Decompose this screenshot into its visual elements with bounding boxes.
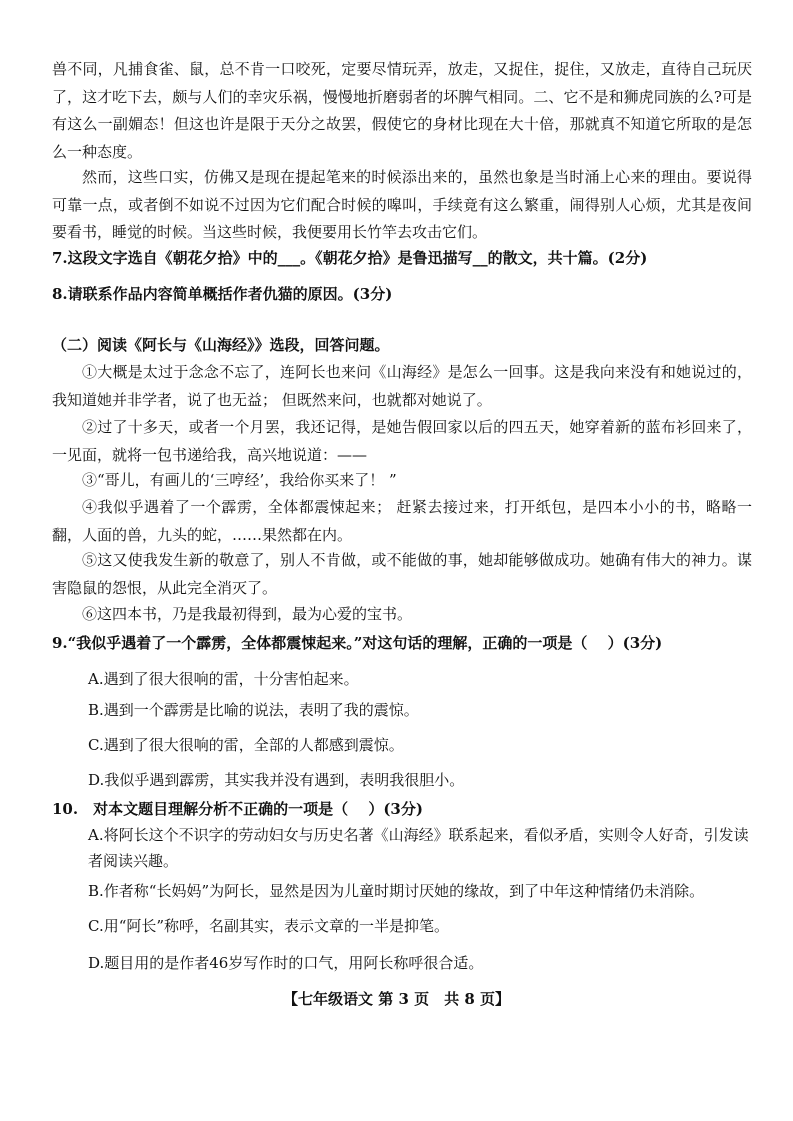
question-7: 7.这段文字选自《朝花夕拾》中的___。《朝花夕拾》是鲁迅描写__的散文，共十篇。(2分) — [52, 249, 648, 267]
question-9: 9.“我似乎遇着了一个霹雳，全体都震悚起来。”对这句话的理解，正确的一项是（ ）(3分) — [52, 634, 663, 652]
question-9-option-a: A.遇到了很大很响的雷，十分害怕起来。 — [88, 670, 359, 688]
question-10: 10. 对本文题目理解分析不正确的一项是（ ）(3分) — [52, 800, 423, 818]
section-heading: （二）阅读《阿长与《山海经》》选段，回答问题。 — [52, 336, 390, 354]
passage-paragraph: 然而，这些口实，仿佛又是现在提起笔来的时候添出来的，虽然也象是当时涌上心来的理由。要说得可靠一点，或者倒不如说不过因为它们配合时候的嗥叫，手续竟有这么繁重，闹得别人心烦，尤其是夜间要看书，睡觉的时候。当这些时候，我便要用长竹竿去攻击它们。 — [52, 168, 752, 241]
question-10-option-d: D.题目用的是作者46岁写作时的口气，用阿长称呼很合适。 — [88, 954, 484, 972]
page-footer: 【七年级语文 第 3 页 共 8 页】 — [283, 990, 510, 1008]
passage-paragraph: 兽不同，凡捕食雀、鼠，总不肯一口咬死，定要尽情玩弄，放走，又捉住，捉住，又放走，直待自己玩厌了，这才吃下去，颇与人们的幸灾乐祸，慢慢地折磨弱者的坏脾气相同。二、它不是和狮虎同族的么?可是有这么一副媚态！但这也许是限于天分之故罢，假使它的身材比现在大十倍，那就真不知道它所取的是怎么一种态度。 — [52, 60, 752, 161]
reading-paragraph: ②过了十多天，或者一个月罢，我还记得，是她告假回家以后的四五天，她穿着新的蓝布衫回来了，一见面，就将一包书递给我，高兴地说道：—— — [52, 418, 752, 464]
reading-paragraph: ④我似乎遇着了一个霹雳，全体都震悚起来； 赶紧去接过来，打开纸包，是四本小小的书，略略一翻，人面的兽，九头的蛇，……果然都在内。 — [52, 498, 752, 544]
question-10-option-b: B.作者称“长妈妈”为阿长，显然是因为儿童时期讨厌她的缘故，到了中年这种情绪仍未消除。 — [88, 882, 705, 900]
question-10-option-c: C.用“阿长”称呼，名副其实，表示文章的一半是抑笔。 — [88, 917, 450, 935]
question-9-option-c: C.遇到了很大很响的雷，全部的人都感到震惊。 — [88, 736, 404, 754]
reading-paragraph: ⑥这四本书，乃是我最初得到，最为心爱的宝书。 — [82, 605, 413, 623]
question-9-option-b: B.遇到一个霹雳是比喻的说法，表明了我的震惊。 — [88, 701, 419, 719]
question-9-option-d: D.我似乎遇到霹雳，其实我并没有遇到，表明我很胆小。 — [88, 771, 465, 789]
reading-paragraph: ①大概是太过于念念不忘了，连阿长也来问《山海经》是怎么一回事。这是我向来没有和她说过的，我知道她并非学者，说了也无益； 但既然来问，也就都对她说了。 — [52, 363, 752, 409]
question-10-option-a: A.将阿长这个不识字的劳动妇女与历史名著《山海经》联系起来，看似矛盾，实则令人好奇，引发读者阅读兴趣。 — [88, 826, 749, 870]
reading-paragraph: ⑤这又使我发生新的敬意了，别人不肯做，或不能做的事，她却能够做成功。她确有伟大的神力。谋害隐鼠的怨恨，从此完全消灭了。 — [52, 551, 752, 597]
question-8: 8.请联系作品内容简单概括作者仇猫的原因。(3分) — [52, 285, 393, 303]
reading-paragraph: ③“哥儿，有画儿的‘三哼经’，我给你买来了！ ” — [82, 471, 397, 489]
